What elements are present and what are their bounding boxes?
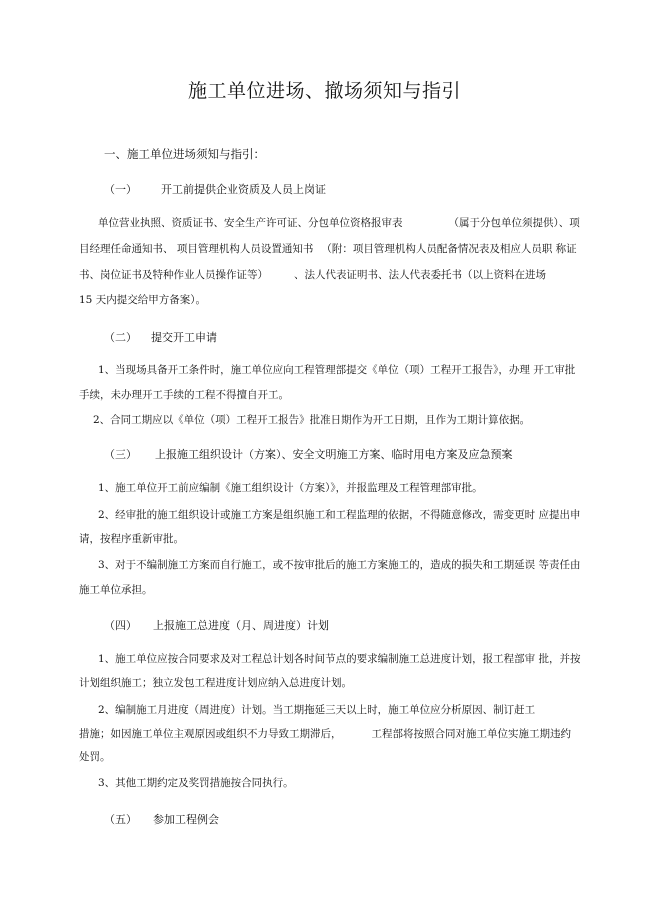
paragraph-line: 2、编制施工月进度（周进度）计划。当工期拖延三天以上时，施工单位应分析原因、制订赶工 [98, 704, 536, 716]
paragraph-line: 手续，未办理开工手续的工程不得擅自开工。 [79, 389, 289, 401]
paragraph-line: 计划组织施工；独立发包工程进度计划应纳入总进度计划。 [79, 677, 352, 689]
paragraph-text: 书、岗位证书及特种作业人员操作证等） [79, 269, 268, 281]
subsection-5-heading: 参加工程例会 [153, 813, 219, 826]
paragraph-line: 3、对于不编制施工方案而自行施工，或不按审批后的施工方案施工的，造成的损失和工期延误 等责任由 [98, 559, 581, 571]
subsection-2-heading: 提交开工申请 [151, 331, 217, 344]
subsection-3-heading: 上报施工组织设计（方案）、安全文明施工方案、临时用电方案及应急预案 [155, 448, 513, 461]
subsection-1-heading: 开工前提供企业资质及人员上岗证 [161, 183, 326, 196]
paragraph-line: 15 天内提交给甲方备案）。 [79, 294, 206, 306]
paragraph-line: 1、当现场具备开工条件时，施工单位应向工程管理部提交《单位（项）工程开工报告》，办理 开工审批 [98, 364, 576, 376]
paragraph-line: 1、施工单位应按合同要求及对工程总计划各时间节点的要求编制施工总进度计划，报工程部审 批，并按 [98, 653, 581, 665]
paragraph-line: 请，按程序重新审批。 [79, 533, 184, 545]
subsection-5 [104, 813, 219, 827]
paragraph-line: 2、经审批的施工组织设计或施工方案是组织施工和工程监理的依据，不得随意修改，需变更时 应提出申 [98, 509, 581, 521]
subsection-4-number: （四） [104, 619, 137, 632]
paragraph-text: 、法人代表证明书、法人代表委托书（以上资料在进场 [294, 269, 546, 281]
subsection-2-number: （二） [104, 331, 137, 344]
paragraph-text: 目经理任命通知书、 项目管理机构人员设置通知书 [79, 243, 314, 255]
paragraph-line [79, 268, 546, 282]
paragraph-line: 处罚。 [79, 751, 111, 763]
paragraph-line [79, 242, 577, 256]
paragraph-line: 1、施工单位开工前应编制《施工组织设计（方案）》，并报监理及工程管理部审批。 [98, 482, 483, 494]
paragraph-line: 施工单位承担。 [79, 584, 153, 596]
paragraph-line: 2、合同工期应以《单位（项）工程开工报告》批准日期作为开工日期，且作为工期计算依据。 [93, 414, 531, 426]
subsection-1 [104, 183, 326, 197]
section-heading-1: 一、施工单位进场须知与指引： [104, 147, 265, 161]
paragraph-text: （属于分包单位须提供）、项 [448, 217, 580, 229]
subsection-4 [104, 619, 329, 633]
subsection-3-number: （三） [104, 448, 137, 461]
paragraph-line [79, 727, 571, 741]
paragraph-text: 工程部将按照合同对施工单位实施工期违约 [371, 728, 571, 740]
paragraph-line [98, 216, 580, 230]
paragraph-text: 措施；如因施工单位主观原因或组织不力导致工期滞后， [79, 728, 342, 740]
paragraph-text: （附：项目管理机构人员配备情况表及相应人员职 称证 [321, 243, 577, 255]
document-title: 施工单位进场、撤场须知与指引 [187, 80, 461, 102]
subsection-1-number: （一） [104, 183, 137, 196]
subsection-4-heading: 上报施工总进度（月、周进度）计划 [153, 619, 329, 632]
paragraph-line: 3、其他工期约定及奖罚措施按合同执行。 [98, 777, 294, 789]
paragraph-text: 单位营业执照、资质证书、安全生产许可证、分包单位资格报审表 [98, 217, 403, 229]
subsection-5-number: （五） [104, 813, 137, 826]
subsection-2 [104, 331, 217, 345]
subsection-3 [104, 448, 513, 462]
